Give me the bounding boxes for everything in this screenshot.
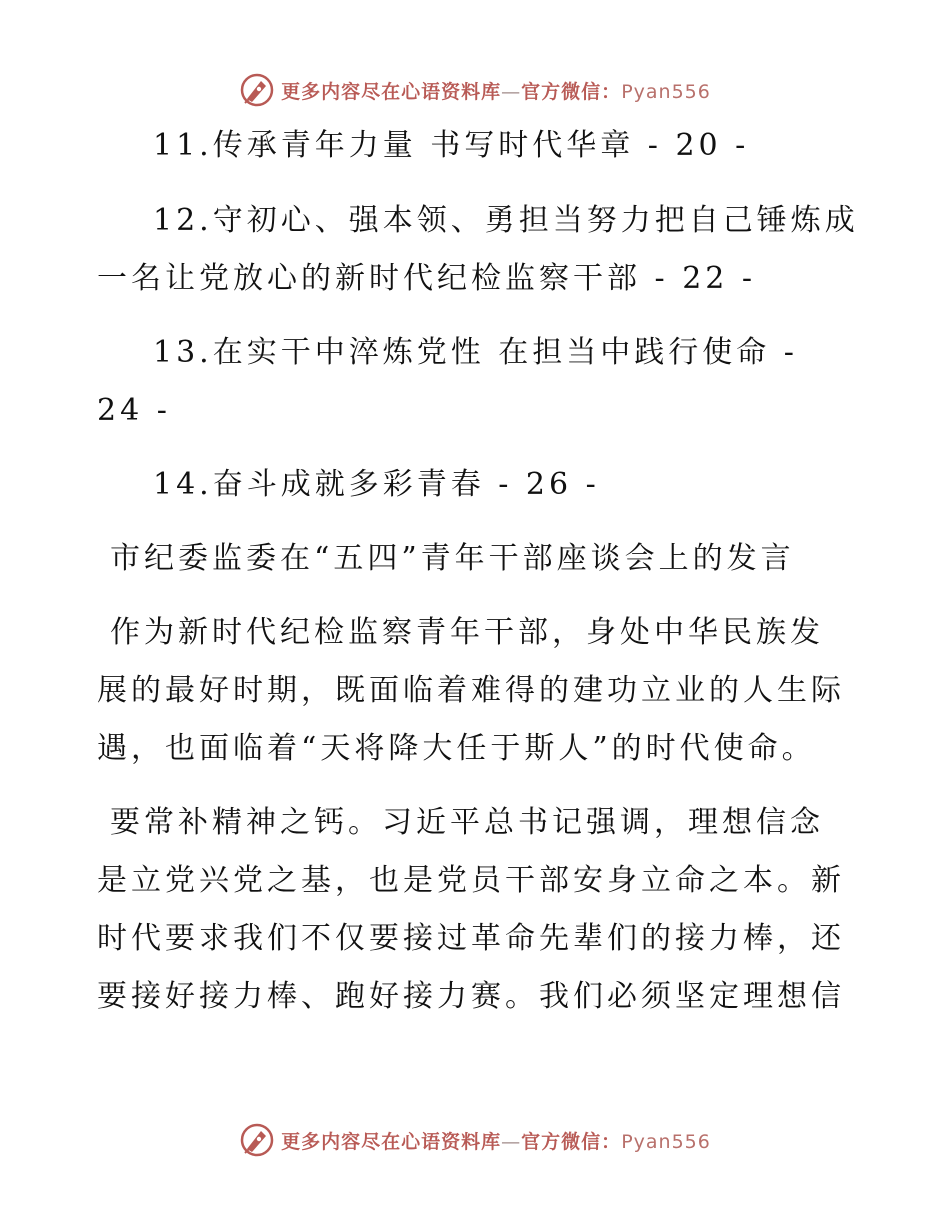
paragraph-2-line-3: 时代要求我们不仅要接过革命先辈们的接力棒，还: [97, 921, 845, 956]
paragraph-2-line-2: 是立党兴党之基，也是党员干部安身立命之本。新: [97, 863, 845, 898]
paragraph-1-line-3: 遇，也面临着“天将降大任于斯人”的时代使命。: [97, 731, 816, 766]
watermark-text: 更多内容尽在心语资料库—官方微信：Pyan556: [281, 80, 711, 103]
paragraph-1-line-2: 展的最好时期，既面临着难得的建功立业的人生际: [97, 673, 845, 708]
watermark-text: 更多内容尽在心语资料库—官方微信：Pyan556: [281, 1130, 711, 1153]
paragraph-1-line-1: 作为新时代纪检监察青年干部，身处中华民族发: [110, 615, 824, 650]
paragraph-2-line-1: 要常补精神之钙。习近平总书记强调，理想信念: [110, 805, 824, 840]
toc-entry-13-line-2: 24 -: [97, 393, 171, 428]
toc-entry-13-line-1: 13.在实干中淬炼党性 在担当中践行使命 -: [153, 335, 798, 370]
pen-nib-seal-icon: [239, 72, 275, 108]
pen-nib-seal-icon: [239, 1122, 275, 1158]
header-watermark: [0, 70, 950, 110]
toc-entry-14: 14.奋斗成就多彩青春 - 26 -: [153, 467, 600, 502]
article-title: 市纪委监委在“五四”青年干部座谈会上的发言: [110, 541, 795, 576]
toc-entry-12-line-1: 12.守初心、强本领、勇担当努力把自己锤炼成: [153, 203, 859, 238]
toc-entry-11: 11.传承青年力量 书写时代华章 - 20 -: [153, 128, 750, 163]
paragraph-2-line-4: 要接好接力棒、跑好接力赛。我们必须坚定理想信: [97, 979, 845, 1014]
toc-entry-12-line-2: 一名让党放心的新时代纪检监察干部 - 22 -: [97, 261, 757, 296]
footer-watermark: [0, 1120, 950, 1160]
